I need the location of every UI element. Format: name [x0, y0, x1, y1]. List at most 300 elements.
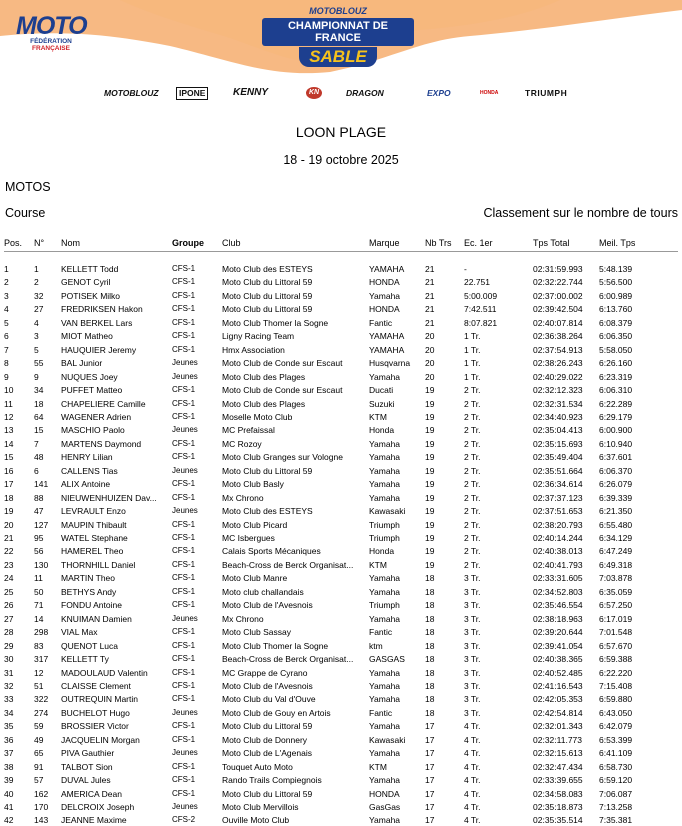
- result-best: 6:42.079: [599, 721, 633, 732]
- result-club: Moto Club Sassay: [222, 627, 291, 638]
- result-group: CFS-1: [172, 452, 196, 462]
- result-club: Moto Club de Gouy en Artois: [222, 707, 331, 718]
- result-best: 7:01.548: [599, 627, 633, 638]
- table-row: [0, 586, 682, 598]
- result-brand: Kawasaki: [369, 734, 406, 745]
- result-club: Moto Club Granges sur Vologne: [222, 452, 343, 463]
- result-best: 7:03.878: [599, 573, 633, 584]
- result-brand: GasGas: [369, 802, 401, 812]
- result-club: MC Isbergues: [222, 533, 275, 543]
- result-laps: 19: [425, 465, 435, 476]
- result-num: 50: [34, 586, 44, 597]
- result-club: Moto Club du Littoral 59: [222, 277, 313, 288]
- result-name: WATEL Stephane: [61, 533, 128, 543]
- result-best: 6:59.388: [599, 654, 633, 665]
- result-gap: 3 Tr.: [464, 654, 481, 665]
- result-club: Moto Club des Plages: [222, 398, 306, 409]
- table-row: [0, 653, 682, 665]
- result-name: CALLENS Tias: [61, 465, 118, 476]
- col-header-name: Nom: [61, 238, 81, 248]
- result-total: 02:40:14.244: [533, 533, 583, 543]
- result-num: 7: [34, 438, 39, 449]
- ffm-logo-line2: FRANÇAISE: [32, 45, 70, 52]
- result-group: CFS-1: [172, 573, 196, 583]
- result-total: 02:35:46.554: [533, 600, 583, 611]
- result-laps: 19: [425, 559, 435, 570]
- sponsor-motoblouz: MOTOBLOUZ: [104, 88, 159, 98]
- result-best: 6:10.940: [599, 438, 633, 449]
- result-group: CFS-1: [172, 600, 196, 610]
- sponsor-triumph: TRIUMPH: [525, 88, 568, 98]
- result-name: CLAISSE Clement: [61, 680, 131, 691]
- championship-logo: [262, 6, 414, 67]
- result-num: 6: [34, 465, 39, 476]
- result-name: JEANNE Maxime: [61, 815, 127, 826]
- result-total: 02:40:52.485: [533, 667, 583, 678]
- result-brand: Yamaha: [369, 775, 401, 786]
- col-header-club: Club: [222, 238, 241, 248]
- result-name: MADOULAUD Valentin: [61, 667, 148, 678]
- result-pos: 6: [4, 331, 9, 342]
- result-gap: 3 Tr.: [464, 613, 481, 624]
- result-pos: 8: [4, 358, 9, 369]
- result-total: 02:32:01.343: [533, 721, 583, 732]
- result-group: CFS-1: [172, 277, 196, 287]
- result-laps: 19: [425, 492, 435, 503]
- result-brand: Yamaha: [369, 694, 401, 705]
- result-laps: 19: [425, 479, 435, 490]
- table-row: [0, 801, 682, 813]
- result-pos: 33: [4, 694, 14, 705]
- result-num: 64: [34, 411, 44, 422]
- result-num: 4: [34, 317, 39, 328]
- result-group: CFS-1: [172, 533, 196, 542]
- session-label: Course: [5, 206, 46, 220]
- result-laps: 17: [425, 775, 435, 786]
- result-name: THORNHILL Daniel: [61, 559, 136, 570]
- result-best: 7:15.408: [599, 680, 633, 691]
- result-club: Mx Chrono: [222, 613, 264, 624]
- col-header-num: N°: [34, 238, 45, 248]
- result-laps: 20: [425, 371, 435, 382]
- table-row: [0, 344, 682, 356]
- result-name: BETHYS Andy: [61, 586, 117, 597]
- result-name: FREDRIKSEN Hakon: [61, 304, 143, 315]
- result-brand: Yamaha: [369, 290, 401, 301]
- result-group: CFS-1: [172, 304, 196, 314]
- result-group: Jeunes: [172, 358, 198, 368]
- result-group: CFS-1: [172, 559, 196, 569]
- result-gap: 3 Tr.: [464, 627, 481, 638]
- result-best: 6:22.289: [599, 398, 633, 409]
- result-num: 317: [34, 654, 49, 665]
- result-pos: 21: [4, 533, 14, 543]
- sponsor-expo: EXPO: [427, 88, 451, 98]
- table-row: [0, 747, 682, 759]
- championship-line1: CHAMPIONNAT DE FRANCE: [262, 18, 414, 46]
- result-pos: 35: [4, 721, 14, 732]
- result-num: 56: [34, 546, 44, 557]
- result-brand: Yamaha: [369, 492, 401, 503]
- col-header-group: Groupe: [172, 238, 205, 248]
- result-best: 6:08.379: [599, 317, 633, 328]
- result-laps: 19: [425, 385, 435, 396]
- result-name: OUTREQUIN Martin: [61, 694, 138, 705]
- result-best: 6:43.050: [599, 707, 633, 718]
- table-row: [0, 761, 682, 773]
- table-row: [0, 667, 682, 679]
- result-brand: KTM: [369, 411, 387, 422]
- result-best: 6:58.730: [599, 761, 633, 772]
- result-num: 12: [34, 667, 44, 678]
- result-group: CFS-1: [172, 734, 196, 744]
- table-row: [0, 572, 682, 584]
- result-group: Jeunes: [172, 425, 198, 435]
- result-name: ALIX Antoine: [61, 479, 111, 490]
- result-name: PUFFET Matteo: [61, 385, 123, 396]
- result-name: BAL Junior: [61, 358, 103, 369]
- result-laps: 17: [425, 761, 435, 772]
- result-pos: 18: [4, 492, 14, 503]
- table-row: [0, 788, 682, 800]
- table-row: [0, 263, 682, 275]
- result-club: Moto Club de l'Avesnois: [222, 600, 313, 611]
- result-laps: 21: [425, 304, 435, 315]
- result-num: 14: [34, 613, 44, 624]
- result-laps: 18: [425, 654, 435, 665]
- result-best: 6:00.900: [599, 425, 633, 436]
- result-laps: 19: [425, 411, 435, 422]
- table-row: [0, 707, 682, 719]
- result-group: Jeunes: [172, 707, 198, 717]
- result-club: Moto Club de Donnery: [222, 734, 308, 745]
- result-laps: 19: [425, 533, 435, 543]
- result-group: CFS-1: [172, 290, 196, 300]
- result-club: Moto Club Thomer la Sogne: [222, 640, 329, 651]
- sponsor-ipone: IPONE: [176, 87, 208, 100]
- result-gap: 4 Tr.: [464, 775, 481, 786]
- result-laps: 21: [425, 264, 435, 274]
- col-header-pos: Pos.: [4, 238, 23, 248]
- result-brand: Yamaha: [369, 748, 401, 759]
- result-group: CFS-1: [172, 680, 196, 690]
- result-total: 02:32:15.613: [533, 748, 583, 759]
- result-pos: 4: [4, 304, 9, 315]
- table-row: [0, 545, 682, 557]
- result-name: AMERICA Dean: [61, 788, 122, 799]
- result-pos: 26: [4, 600, 14, 611]
- result-group: CFS-1: [172, 438, 196, 448]
- result-brand: YAMAHA: [369, 331, 405, 342]
- result-num: 127: [34, 519, 49, 530]
- table-row: [0, 290, 682, 302]
- result-group: Jeunes: [172, 613, 198, 623]
- result-club: Mx Chrono: [222, 492, 264, 503]
- result-total: 02:37:54.913: [533, 344, 583, 355]
- result-club: Moto Club Basly: [222, 479, 284, 490]
- result-brand: Yamaha: [369, 465, 401, 476]
- result-num: 322: [34, 694, 49, 705]
- result-group: CFS-1: [172, 761, 196, 771]
- result-pos: 31: [4, 667, 14, 678]
- result-best: 6:06.370: [599, 465, 633, 476]
- ranking-label: Classement sur le nombre de tours: [483, 206, 678, 220]
- result-gap: 3 Tr.: [464, 694, 481, 705]
- result-group: CFS-1: [172, 317, 196, 327]
- result-num: 141: [34, 479, 49, 490]
- result-num: 71: [34, 600, 44, 611]
- result-pos: 36: [4, 734, 14, 745]
- result-num: 55: [34, 358, 44, 369]
- result-laps: 18: [425, 707, 435, 718]
- result-laps: 18: [425, 694, 435, 705]
- result-pos: 5: [4, 317, 9, 328]
- result-pos: 23: [4, 559, 14, 570]
- result-brand: Honda: [369, 546, 395, 557]
- result-num: 91: [34, 761, 44, 772]
- result-club: Moto Club du Val d'Ouve: [222, 694, 316, 705]
- result-total: 02:39:20.644: [533, 627, 583, 638]
- result-best: 6:00.989: [599, 290, 633, 301]
- result-best: 7:06.087: [599, 788, 633, 799]
- table-row: [0, 317, 682, 329]
- result-name: NUQUES Joey: [61, 371, 118, 382]
- result-club: Moto club challandais: [222, 586, 304, 597]
- result-brand: HONDA: [369, 277, 400, 288]
- sponsor-kn: KN: [306, 87, 322, 99]
- result-laps: 18: [425, 600, 435, 611]
- result-name: BROSSIER Victor: [61, 721, 129, 732]
- result-name: TALBOT Sion: [61, 761, 113, 772]
- result-pos: 17: [4, 479, 14, 490]
- result-group: CFS-1: [172, 479, 196, 489]
- result-num: 57: [34, 775, 44, 786]
- result-pos: 15: [4, 452, 14, 463]
- table-row: [0, 693, 682, 705]
- result-laps: 17: [425, 734, 435, 745]
- result-pos: 42: [4, 815, 14, 826]
- event-title: LOON PLAGE: [295, 124, 387, 140]
- col-header-laps: Nb Trs: [425, 238, 452, 248]
- result-num: 15: [34, 425, 44, 436]
- result-name: QUENOT Luca: [61, 640, 119, 651]
- result-gap: 1 Tr.: [464, 358, 481, 369]
- result-num: 51: [34, 680, 44, 691]
- result-total: 02:32:12.323: [533, 385, 583, 396]
- table-row: [0, 640, 682, 652]
- result-num: 11: [34, 573, 43, 584]
- col-header-brand: Marque: [369, 238, 400, 248]
- sponsor-dragon: DRAGON: [346, 88, 384, 98]
- result-num: 59: [34, 721, 44, 732]
- result-gap: 1 Tr.: [464, 331, 481, 342]
- result-name: JACQUELIN Morgan: [61, 734, 140, 745]
- result-total: 02:34:40.923: [533, 411, 583, 422]
- result-group: CFS-1: [172, 411, 196, 421]
- result-group: CFS-1: [172, 492, 196, 502]
- result-brand: Yamaha: [369, 371, 401, 382]
- result-best: 6:06.310: [599, 385, 633, 396]
- table-row: [0, 478, 682, 490]
- result-best: 6:55.480: [599, 519, 633, 530]
- result-name: HAMEREL Theo: [61, 546, 124, 557]
- result-brand: Husqvarna: [369, 358, 411, 369]
- result-best: 6:17.019: [599, 613, 633, 624]
- result-total: 02:35:49.404: [533, 452, 583, 463]
- result-group: CFS-1: [172, 627, 196, 637]
- result-laps: 18: [425, 573, 435, 584]
- result-num: 34: [34, 385, 44, 396]
- result-club: Rando Trails Compiegnois: [222, 775, 322, 786]
- result-laps: 18: [425, 640, 435, 651]
- championship-line2: SABLE: [299, 47, 377, 67]
- result-gap: 1 Tr.: [464, 371, 481, 382]
- result-gap: 3 Tr.: [464, 640, 481, 651]
- ffm-logo: [16, 14, 86, 52]
- result-club: Beach-Cross de Berck Organisat...: [222, 654, 354, 665]
- result-best: 6:57.670: [599, 640, 633, 651]
- table-row: [0, 626, 682, 638]
- table-row: [0, 438, 682, 450]
- result-group: CFS-1: [172, 667, 196, 677]
- result-gap: 2 Tr.: [464, 425, 481, 436]
- result-brand: Fantic: [369, 707, 393, 718]
- result-total: 02:42:05.353: [533, 694, 583, 705]
- col-header-total: Tps Total: [533, 238, 570, 248]
- result-laps: 20: [425, 358, 435, 369]
- result-club: MC Rozoy: [222, 438, 262, 449]
- result-pos: 37: [4, 748, 14, 759]
- result-club: Moto Club Thomer la Sogne: [222, 317, 329, 328]
- result-gap: 2 Tr.: [464, 385, 481, 396]
- result-name: FONDU Antoine: [61, 600, 122, 611]
- result-total: 02:40:07.814: [533, 317, 583, 328]
- result-brand: HONDA: [369, 304, 400, 315]
- result-brand: Kawasaki: [369, 506, 406, 517]
- result-total: 02:39:41.054: [533, 640, 583, 651]
- result-club: Moto Club de l'Avesnois: [222, 680, 313, 691]
- result-gap: 22.751: [464, 277, 490, 288]
- result-gap: 4 Tr.: [464, 761, 481, 772]
- result-total: 02:33:39.655: [533, 775, 583, 786]
- result-group: CFS-1: [172, 640, 196, 650]
- result-gap: 2 Tr.: [464, 438, 481, 449]
- table-row: [0, 303, 682, 315]
- result-brand: Yamaha: [369, 479, 401, 490]
- result-brand: Triumph: [369, 519, 400, 530]
- result-best: 6:29.179: [599, 411, 633, 422]
- result-pos: 16: [4, 465, 14, 476]
- table-row: [0, 276, 682, 288]
- result-gap: 2 Tr.: [464, 492, 481, 503]
- result-num: 95: [34, 533, 44, 543]
- result-brand: Triumph: [369, 600, 400, 611]
- result-group: CFS-2: [172, 815, 196, 825]
- result-num: 48: [34, 452, 44, 463]
- result-laps: 19: [425, 398, 435, 409]
- result-total: 02:35:04.413: [533, 425, 583, 436]
- sponsor-strip: [0, 86, 682, 102]
- result-total: 02:42:54.814: [533, 707, 583, 718]
- table-row: [0, 492, 682, 504]
- result-num: 162: [34, 788, 49, 799]
- result-total: 02:40:41.793: [533, 559, 583, 570]
- result-brand: Yamaha: [369, 721, 401, 732]
- result-best: 6:59.880: [599, 694, 633, 705]
- result-laps: 18: [425, 627, 435, 638]
- result-name: POTISEK Milko: [61, 290, 121, 301]
- result-name: NIEUWENHUIZEN Dav...: [61, 492, 157, 503]
- result-club: Hmx Association: [222, 344, 285, 355]
- result-best: 6:26.160: [599, 358, 633, 369]
- result-laps: 19: [425, 425, 435, 436]
- result-total: 02:35:18.873: [533, 802, 583, 812]
- table-row: [0, 734, 682, 746]
- col-header-gap: Ec. 1er: [464, 238, 493, 248]
- table-row: [0, 680, 682, 692]
- table-row: [0, 411, 682, 423]
- result-name: VAN BERKEL Lars: [61, 317, 133, 328]
- result-name: KNUIMAN Damien: [61, 613, 132, 624]
- result-pos: 25: [4, 586, 14, 597]
- result-total: 02:39:42.504: [533, 304, 583, 315]
- result-laps: 19: [425, 438, 435, 449]
- result-club: Moto Club du Littoral 59: [222, 290, 313, 301]
- result-name: VIAL Max: [61, 627, 98, 638]
- result-brand: Yamaha: [369, 438, 401, 449]
- result-club: Moto Club des ESTEYS: [222, 506, 313, 517]
- result-laps: 17: [425, 748, 435, 759]
- result-best: 6:06.350: [599, 331, 633, 342]
- result-best: 5:48.139: [599, 264, 633, 274]
- result-total: 02:32:31.534: [533, 398, 583, 409]
- result-pos: 13: [4, 425, 14, 436]
- result-club: Moto Club de L'Agenais: [222, 748, 312, 759]
- result-best: 6:59.120: [599, 775, 633, 786]
- result-total: 02:38:18.963: [533, 613, 583, 624]
- result-brand: Yamaha: [369, 667, 401, 678]
- result-total: 02:32:47.434: [533, 761, 583, 772]
- result-brand: KTM: [369, 761, 387, 772]
- result-gap: 2 Tr.: [464, 479, 481, 490]
- result-pos: 39: [4, 775, 14, 786]
- result-num: 3: [34, 331, 39, 342]
- table-row: [0, 424, 682, 436]
- table-row: [0, 330, 682, 342]
- result-group: CFS-1: [172, 264, 196, 273]
- result-num: 27: [34, 304, 44, 315]
- result-gap: 2 Tr.: [464, 452, 481, 463]
- result-best: 6:47.249: [599, 546, 633, 557]
- result-total: 02:32:22.744: [533, 277, 583, 288]
- result-gap: 8:07.821: [464, 317, 498, 328]
- result-gap: 7:42.511: [464, 304, 497, 315]
- result-pos: 38: [4, 761, 14, 772]
- result-group: CFS-1: [172, 694, 196, 704]
- result-num: 18: [34, 398, 44, 409]
- result-group: CFS-1: [172, 788, 196, 798]
- result-group: CFS-1: [172, 654, 196, 664]
- result-pos: 32: [4, 680, 14, 691]
- table-row: [0, 451, 682, 463]
- result-best: 6:39.339: [599, 492, 633, 503]
- result-num: 83: [34, 640, 44, 651]
- result-brand: Yamaha: [369, 680, 401, 691]
- result-name: MARTIN Theo: [61, 573, 116, 584]
- result-pos: 2: [4, 277, 9, 288]
- result-group: CFS-1: [172, 519, 196, 529]
- result-gap: 2 Tr.: [464, 398, 481, 409]
